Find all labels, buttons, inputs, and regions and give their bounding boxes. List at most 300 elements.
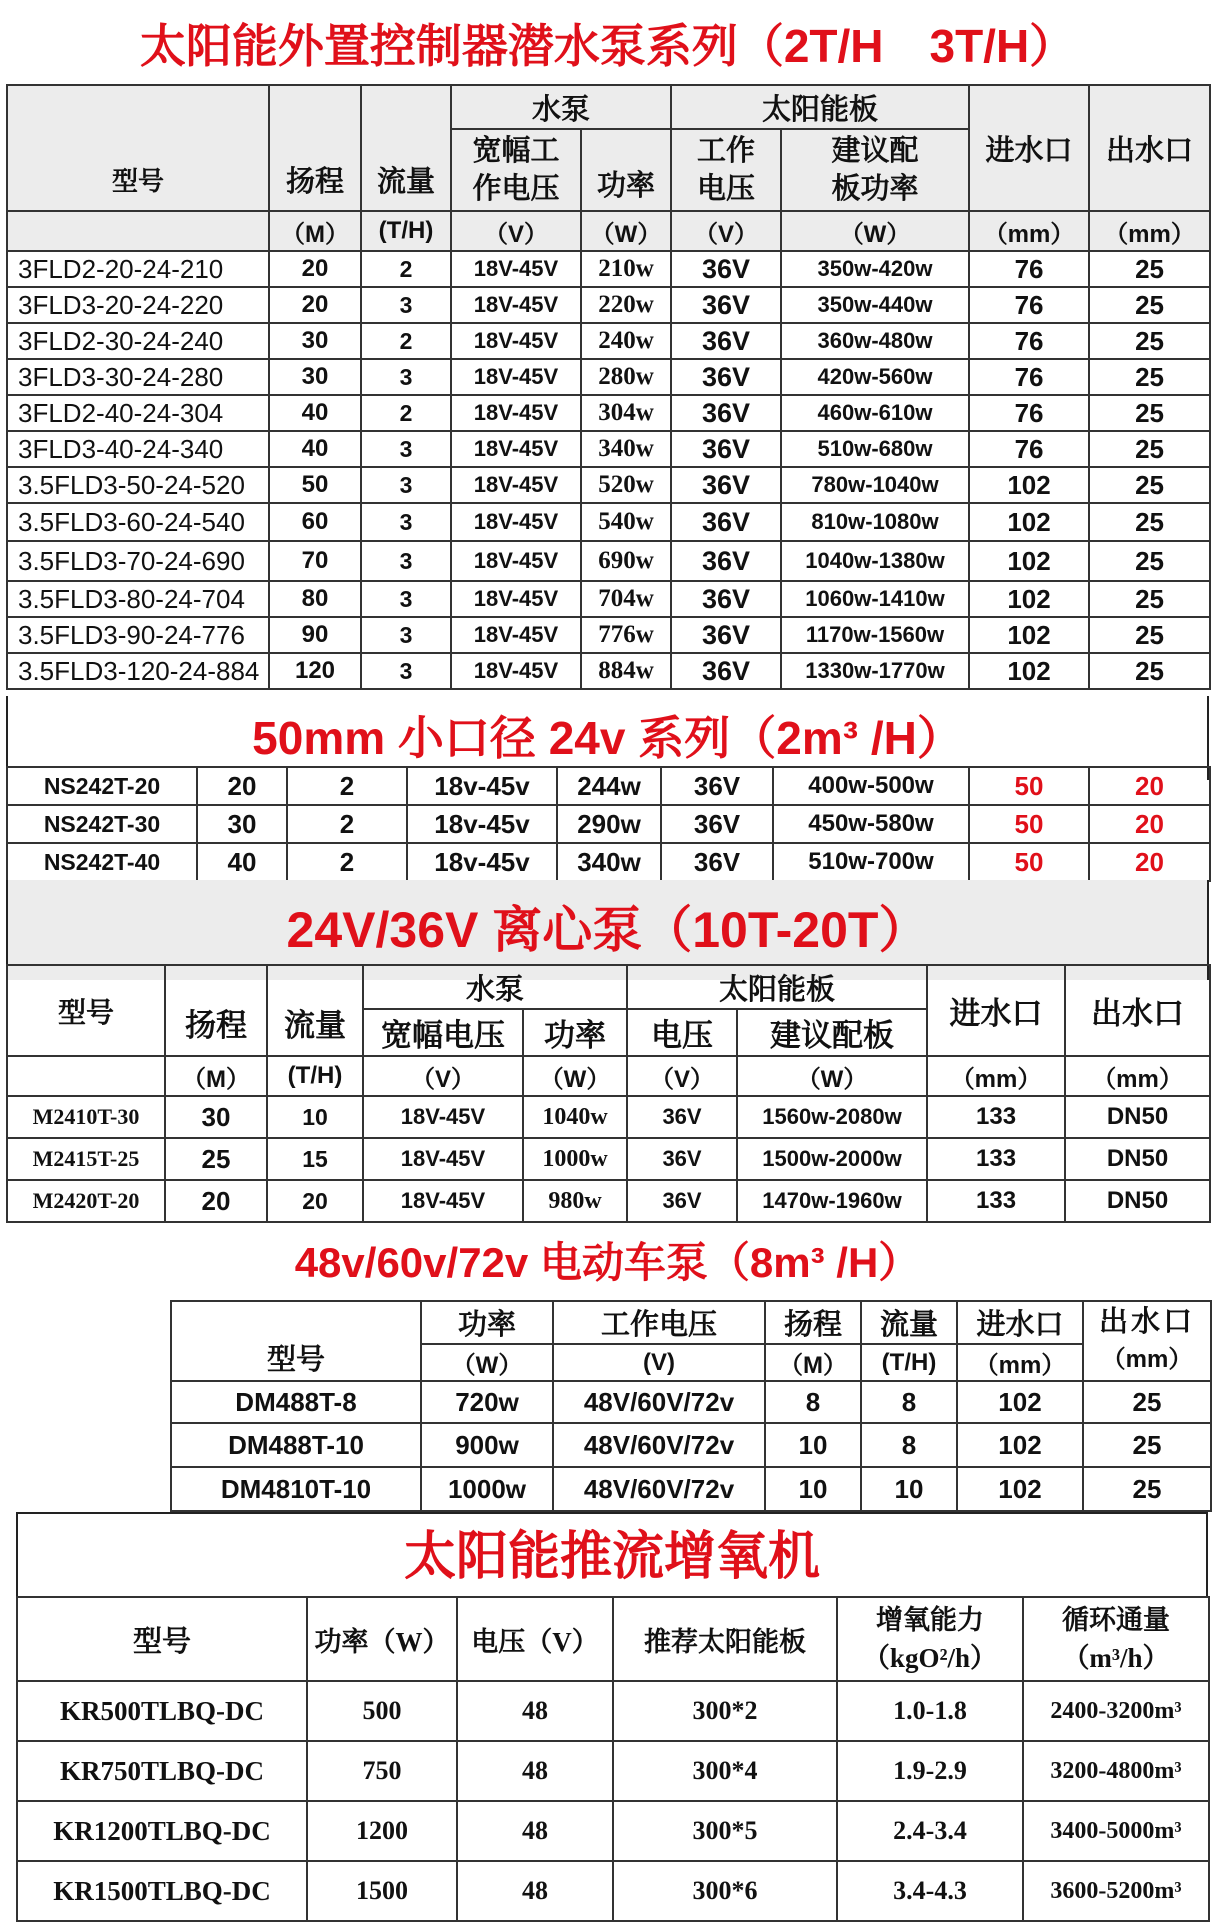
cell-panel-power: 350w-420w — [781, 251, 969, 287]
header-pump-group: 水泵 — [451, 85, 671, 129]
cell-outlet: 25 — [1089, 581, 1210, 617]
cell-flow: 2 — [361, 251, 451, 287]
cell-panel-power: 780w-1040w — [781, 467, 969, 503]
cell-head: 40 — [269, 395, 361, 431]
cell-inlet: 102 — [969, 581, 1089, 617]
header-flow: 流量 — [267, 965, 363, 1056]
unit-panel-power: （W） — [737, 1056, 927, 1096]
table-row — [7, 541, 1210, 581]
cell-power: 750 — [307, 1741, 457, 1801]
cell-inlet: 76 — [969, 431, 1089, 467]
unit-flow: (T/H) — [861, 1344, 957, 1381]
cell-power: 704w — [581, 581, 671, 617]
cell-panel-power: 510w-680w — [781, 431, 969, 467]
centrifugal-pump-table — [6, 964, 1211, 1223]
cell-inlet: 102 — [969, 503, 1089, 541]
cell-head: 60 — [269, 503, 361, 541]
header-pump-group: 水泵 — [363, 965, 627, 1009]
cell-power: 340w — [581, 431, 671, 467]
cell-work-voltage: 48V/60V/72v — [553, 1467, 765, 1511]
table-row — [7, 323, 1210, 359]
cell-head: 50 — [269, 467, 361, 503]
unit-voltage: (V) — [553, 1344, 765, 1381]
cell-power: 1000w — [421, 1467, 553, 1511]
cell-panel-power: 1470w-1960w — [737, 1180, 927, 1222]
unit-inlet: （mm） — [969, 211, 1089, 251]
cell-head: 20 — [269, 287, 361, 323]
cell-model: 3.5FLD3-120-24-884 — [7, 653, 269, 689]
table-row — [17, 1681, 1209, 1741]
cell-panel-power: 1330w-1770w — [781, 653, 969, 689]
cell-power: 776w — [581, 617, 671, 653]
header-model: 型号 — [7, 85, 269, 211]
header-power: 功率 — [581, 129, 671, 211]
cell-panel-power: 1560w-2080w — [737, 1096, 927, 1138]
units-model — [7, 1056, 165, 1096]
cell-outlet: 25 — [1089, 359, 1210, 395]
cell-head: 80 — [269, 581, 361, 617]
cell-panel-power: 510w-700w — [773, 843, 969, 881]
cell-work-voltage: 36V — [671, 653, 781, 689]
cell-model: NS242T-40 — [7, 843, 197, 881]
cell-flow: 3 — [361, 617, 451, 653]
unit-inlet: （mm） — [957, 1344, 1083, 1381]
cell-panel-power: 810w-1080w — [781, 503, 969, 541]
header-outlet: 出水口 — [1089, 85, 1210, 211]
cell-outlet: DN50 — [1065, 1180, 1210, 1222]
cell-inlet: 76 — [969, 359, 1089, 395]
cell-power: 520w — [581, 467, 671, 503]
cell-head: 8 — [765, 1381, 861, 1423]
cell-work-voltage: 36V — [627, 1138, 737, 1180]
cell-model: 3.5FLD3-70-24-690 — [7, 541, 269, 581]
cell-outlet: 25 — [1089, 323, 1210, 359]
cell-inlet: 102 — [957, 1467, 1083, 1511]
header-inlet: 进水口 — [927, 965, 1065, 1056]
cell-power: 1040w — [523, 1096, 627, 1138]
unit-outlet: （mm） — [1101, 1346, 1193, 1373]
cell-outlet: 25 — [1089, 251, 1210, 287]
cell-voltage-range: 18V-45V — [363, 1180, 523, 1222]
cell-flow: 20 — [267, 1180, 363, 1222]
cell-flow: 2 — [361, 323, 451, 359]
cell-work-voltage: 36V — [627, 1180, 737, 1222]
table-row — [7, 1096, 1210, 1138]
cell-panel-power: 360w-480w — [781, 323, 969, 359]
header-inlet: 进水口 — [969, 85, 1089, 211]
units-model — [7, 211, 269, 251]
cell-voltage: 48 — [457, 1741, 613, 1801]
cell-outlet: 25 — [1089, 653, 1210, 689]
cell-head: 20 — [197, 767, 287, 805]
cell-model: KR750TLBQ-DC — [17, 1741, 307, 1801]
section1-title: 太阳能外置控制器潜水泵系列（2T/H 3T/H） — [139, 20, 1076, 72]
cell-power: 244w — [557, 767, 661, 805]
units-row — [7, 211, 1210, 251]
cell-voltage-range: 18V-45V — [363, 1096, 523, 1138]
cell-work-voltage: 36V — [671, 541, 781, 581]
cell-work-voltage: 36V — [671, 395, 781, 431]
cell-work-voltage: 36V — [671, 287, 781, 323]
cell-power: 280w — [581, 359, 671, 395]
cell-flow: 2 — [287, 843, 407, 881]
cell-head: 30 — [269, 323, 361, 359]
cell-circulation: 2400-3200m³ — [1023, 1681, 1209, 1741]
cell-head: 40 — [269, 431, 361, 467]
cell-model: DM488T-10 — [171, 1423, 421, 1467]
table-row — [7, 431, 1210, 467]
section5-title: 太阳能推流增氧机 — [16, 1512, 1208, 1598]
unit-head: （M） — [269, 211, 361, 251]
cell-outlet: 25 — [1083, 1423, 1211, 1467]
cell-flow: 15 — [267, 1138, 363, 1180]
cell-flow: 3 — [361, 467, 451, 503]
cell-voltage-range: 18V-45V — [451, 251, 581, 287]
cell-oxygen: 1.0-1.8 — [837, 1681, 1023, 1741]
header-voltage-range: 宽幅工 作电压 — [451, 129, 581, 211]
cell-panel-power: 1170w-1560w — [781, 617, 969, 653]
table-row — [17, 1741, 1209, 1801]
table-row — [7, 843, 1210, 881]
unit-power: （W） — [523, 1056, 627, 1096]
cell-voltage-range: 18V-45V — [451, 359, 581, 395]
header-panel: 推荐太阳能板 — [613, 1597, 837, 1681]
cell-circulation: 3600-5200m³ — [1023, 1861, 1209, 1921]
cell-outlet: 25 — [1089, 431, 1210, 467]
cell-panel-power: 450w-580w — [773, 805, 969, 843]
cell-model: NS242T-30 — [7, 805, 197, 843]
cell-flow: 3 — [361, 541, 451, 581]
cell-inlet: 102 — [969, 467, 1089, 503]
cell-voltage-range: 18V-45V — [451, 653, 581, 689]
unit-flow: (T/H) — [267, 1056, 363, 1096]
cell-power: 304w — [581, 395, 671, 431]
header-panel-power: 建议配 板功率 — [781, 129, 969, 211]
table-row — [7, 805, 1210, 843]
cell-oxygen: 1.9-2.9 — [837, 1741, 1023, 1801]
cell-work-voltage: 48V/60V/72v — [553, 1381, 765, 1423]
cell-head: 90 — [269, 617, 361, 653]
header-outlet: 出水口 — [1065, 965, 1210, 1056]
cell-outlet: 20 — [1089, 805, 1210, 843]
cell-model: DM488T-8 — [171, 1381, 421, 1423]
cell-model: 3FLD2-20-24-210 — [7, 251, 269, 287]
section3-title: 24V/36V 离心泵（10T-20T） — [6, 880, 1209, 980]
cell-inlet: 76 — [969, 287, 1089, 323]
cell-model: 3FLD3-30-24-280 — [7, 359, 269, 395]
header-head: 扬程 — [765, 1301, 861, 1344]
cell-voltage-range: 18V-45V — [451, 287, 581, 323]
cell-model: 3.5FLD3-90-24-776 — [7, 617, 269, 653]
cell-outlet: 25 — [1089, 287, 1210, 323]
cell-model: 3.5FLD3-60-24-540 — [7, 503, 269, 541]
header-outlet-label: 出水口 — [1098, 1306, 1195, 1338]
header-power: 功率 — [421, 1301, 553, 1344]
table-row — [7, 617, 1210, 653]
cell-voltage: 48 — [457, 1681, 613, 1741]
cell-model: KR500TLBQ-DC — [17, 1681, 307, 1741]
cell-head: 30 — [269, 359, 361, 395]
cell-voltage-range: 18V-45V — [451, 323, 581, 359]
cell-power: 690w — [581, 541, 671, 581]
cell-flow: 2 — [361, 395, 451, 431]
cell-panel-power: 400w-500w — [773, 767, 969, 805]
cell-voltage-range: 18V-45V — [451, 395, 581, 431]
header-flow: 流量 — [861, 1301, 957, 1344]
cell-work-voltage: 36V — [671, 359, 781, 395]
cell-power: 900w — [421, 1423, 553, 1467]
cell-power: 540w — [581, 503, 671, 541]
cell-panel-power: 350w-440w — [781, 287, 969, 323]
cell-model: 3FLD3-20-24-220 — [7, 287, 269, 323]
cell-flow: 2 — [287, 805, 407, 843]
cell-voltage-range: 18v-45v — [407, 767, 557, 805]
cell-flow: 3 — [361, 359, 451, 395]
cell-inlet: 50 — [969, 805, 1089, 843]
unit-outlet: （mm） — [1065, 1056, 1210, 1096]
cell-circulation: 3400-5000m³ — [1023, 1801, 1209, 1861]
header-voltage-range: 宽幅电压 — [363, 1009, 523, 1056]
cell-work-voltage: 36V — [671, 503, 781, 541]
cell-panel: 300*6 — [613, 1861, 837, 1921]
header-oxygen: 增氧能力 （kgO²/h） — [837, 1597, 1023, 1681]
cell-flow: 3 — [361, 581, 451, 617]
cell-panel-power: 460w-610w — [781, 395, 969, 431]
table-row — [7, 767, 1210, 805]
header-power: 功率 — [523, 1009, 627, 1056]
submersible-pump-table — [6, 84, 1211, 690]
cell-outlet: 25 — [1089, 503, 1210, 541]
cell-work-voltage: 36V — [627, 1096, 737, 1138]
cell-flow: 10 — [861, 1467, 957, 1511]
cell-outlet: 20 — [1089, 767, 1210, 805]
cell-model: DM4810T-10 — [171, 1467, 421, 1511]
cell-voltage-range: 18V-45V — [451, 541, 581, 581]
cell-flow: 2 — [287, 767, 407, 805]
cell-head: 20 — [165, 1180, 267, 1222]
unit-work-voltage: （V） — [671, 211, 781, 251]
cell-panel-power: 1500w-2000w — [737, 1138, 927, 1180]
cell-power: 340w — [557, 843, 661, 881]
table-row — [171, 1467, 1211, 1511]
cell-head: 10 — [765, 1467, 861, 1511]
table-row — [7, 503, 1210, 541]
cell-inlet: 133 — [927, 1180, 1065, 1222]
cell-work-voltage: 48V/60V/72v — [553, 1423, 765, 1467]
cell-model: M2415T-25 — [7, 1138, 165, 1180]
cell-head: 40 — [197, 843, 287, 881]
unit-voltage: （V） — [363, 1056, 523, 1096]
cell-work-voltage: 36V — [671, 323, 781, 359]
table-row — [7, 359, 1210, 395]
cell-flow: 3 — [361, 653, 451, 689]
unit-voltage: （V） — [451, 211, 581, 251]
cell-voltage-range: 18v-45v — [407, 843, 557, 881]
cell-voltage: 48 — [457, 1861, 613, 1921]
cell-power: 240w — [581, 323, 671, 359]
cell-model: 3FLD2-30-24-240 — [7, 323, 269, 359]
header-work-voltage: 工作电压 — [553, 1301, 765, 1344]
header-voltage: 电压（V） — [457, 1597, 613, 1681]
cell-flow: 3 — [361, 287, 451, 323]
cell-model: 3FLD3-40-24-340 — [7, 431, 269, 467]
cell-flow: 3 — [361, 431, 451, 467]
header-voltage: 电压 — [627, 1009, 737, 1056]
unit-inlet: （mm） — [927, 1056, 1065, 1096]
header-inlet: 进水口 — [957, 1301, 1083, 1344]
cell-oxygen: 2.4-3.4 — [837, 1801, 1023, 1861]
cell-model: 3.5FLD3-50-24-520 — [7, 467, 269, 503]
unit-power: （W） — [421, 1344, 553, 1381]
unit-outlet: （mm） — [1089, 211, 1210, 251]
unit-flow: (T/H) — [361, 211, 451, 251]
cell-power: 1500 — [307, 1861, 457, 1921]
cell-model: NS242T-20 — [7, 767, 197, 805]
cell-inlet: 102 — [969, 617, 1089, 653]
cell-work-voltage: 36V — [671, 617, 781, 653]
cell-work-voltage: 36V — [671, 431, 781, 467]
header-power: 功率（W） — [307, 1597, 457, 1681]
cell-outlet: 25 — [1083, 1381, 1211, 1423]
cell-oxygen: 3.4-4.3 — [837, 1861, 1023, 1921]
unit-power: （W） — [581, 211, 671, 251]
cell-power: 720w — [421, 1381, 553, 1423]
header-flow: 流量 — [361, 85, 451, 211]
header-model: 型号 — [7, 965, 165, 1056]
cell-voltage-range: 18V-45V — [451, 467, 581, 503]
cell-circulation: 3200-4800m³ — [1023, 1741, 1209, 1801]
cell-head: 120 — [269, 653, 361, 689]
table-row — [7, 653, 1210, 689]
cell-inlet: 76 — [969, 251, 1089, 287]
cell-model: KR1500TLBQ-DC — [17, 1861, 307, 1921]
cell-power: 500 — [307, 1681, 457, 1741]
cell-model: KR1200TLBQ-DC — [17, 1801, 307, 1861]
cell-panel: 300*2 — [613, 1681, 837, 1741]
header-panel-group: 太阳能板 — [627, 965, 927, 1009]
cell-voltage-range: 18V-45V — [363, 1138, 523, 1180]
cell-inlet: 102 — [957, 1423, 1083, 1467]
cell-flow: 8 — [861, 1381, 957, 1423]
cell-work-voltage: 36V — [671, 581, 781, 617]
unit-head: （M） — [765, 1344, 861, 1381]
ev-pump-table — [170, 1300, 1212, 1512]
cell-panel: 300*4 — [613, 1741, 837, 1801]
header-outlet — [1083, 1301, 1211, 1381]
cell-flow: 3 — [361, 503, 451, 541]
table-row — [7, 1138, 1210, 1180]
cell-voltage-range: 18v-45v — [407, 805, 557, 843]
cell-power: 210w — [581, 251, 671, 287]
cell-flow: 10 — [267, 1096, 363, 1138]
table-row — [7, 287, 1210, 323]
cell-inlet: 102 — [957, 1381, 1083, 1423]
cell-head: 30 — [197, 805, 287, 843]
cell-work-voltage: 36V — [661, 805, 773, 843]
cell-work-voltage: 36V — [671, 467, 781, 503]
cell-power: 1000w — [523, 1138, 627, 1180]
cell-inlet: 133 — [927, 1138, 1065, 1180]
header-head: 扬程 — [269, 85, 361, 211]
cell-voltage: 48 — [457, 1801, 613, 1861]
table-row — [17, 1801, 1209, 1861]
section4-title: 48v/60v/72v 电动车泵（8m³ /H） — [294, 1239, 921, 1286]
header-model: 型号 — [17, 1597, 307, 1681]
cell-head: 10 — [765, 1423, 861, 1467]
cell-power: 220w — [581, 287, 671, 323]
table-row — [171, 1381, 1211, 1423]
cell-inlet: 102 — [969, 653, 1089, 689]
cell-work-voltage: 36V — [661, 843, 773, 881]
header-head: 扬程 — [165, 965, 267, 1056]
unit-panel-power: （W） — [781, 211, 969, 251]
cell-voltage-range: 18V-45V — [451, 503, 581, 541]
small-caliber-pump-table — [6, 766, 1211, 882]
cell-outlet: 20 — [1089, 843, 1210, 881]
cell-work-voltage: 36V — [661, 767, 773, 805]
cell-head: 70 — [269, 541, 361, 581]
cell-flow: 8 — [861, 1423, 957, 1467]
cell-head: 25 — [165, 1138, 267, 1180]
cell-outlet: 25 — [1089, 617, 1210, 653]
cell-inlet: 50 — [969, 843, 1089, 881]
cell-model: 3FLD2-40-24-304 — [7, 395, 269, 431]
cell-outlet: 25 — [1089, 395, 1210, 431]
cell-inlet: 50 — [969, 767, 1089, 805]
header-panel-group: 太阳能板 — [671, 85, 969, 129]
cell-outlet: DN50 — [1065, 1096, 1210, 1138]
header-circulation: 循环通量 （m³/h） — [1023, 1597, 1209, 1681]
cell-power: 1200 — [307, 1801, 457, 1861]
cell-panel-power: 420w-560w — [781, 359, 969, 395]
cell-inlet: 76 — [969, 323, 1089, 359]
section2-title: 50mm 小口径 24v 系列（2m³ /H） — [6, 696, 1209, 780]
cell-voltage-range: 18V-45V — [451, 431, 581, 467]
cell-power: 980w — [523, 1180, 627, 1222]
cell-outlet: 25 — [1083, 1467, 1211, 1511]
header-model: 型号 — [171, 1301, 421, 1381]
cell-model: 3.5FLD3-80-24-704 — [7, 581, 269, 617]
cell-voltage-range: 18V-45V — [451, 617, 581, 653]
cell-head: 30 — [165, 1096, 267, 1138]
table-row — [7, 1180, 1210, 1222]
aerator-table — [16, 1596, 1210, 1922]
cell-outlet: 25 — [1089, 541, 1210, 581]
cell-inlet: 133 — [927, 1096, 1065, 1138]
cell-outlet: 25 — [1089, 467, 1210, 503]
table-row — [171, 1423, 1211, 1467]
table-row — [17, 1861, 1209, 1921]
unit-panel-voltage: （V） — [627, 1056, 737, 1096]
cell-model: M2410T-30 — [7, 1096, 165, 1138]
cell-panel-power: 1040w-1380w — [781, 541, 969, 581]
cell-model: M2420T-20 — [7, 1180, 165, 1222]
cell-power: 290w — [557, 805, 661, 843]
cell-head: 20 — [269, 251, 361, 287]
cell-outlet: DN50 — [1065, 1138, 1210, 1180]
table-row — [7, 251, 1210, 287]
cell-voltage-range: 18V-45V — [451, 581, 581, 617]
cell-panel: 300*5 — [613, 1801, 837, 1861]
cell-work-voltage: 36V — [671, 251, 781, 287]
header-work-voltage: 工作 电压 — [671, 129, 781, 211]
cell-power: 884w — [581, 653, 671, 689]
cell-panel-power: 1060w-1410w — [781, 581, 969, 617]
table-row — [7, 467, 1210, 503]
cell-inlet: 76 — [969, 395, 1089, 431]
cell-inlet: 102 — [969, 541, 1089, 581]
unit-head: （M） — [165, 1056, 267, 1096]
